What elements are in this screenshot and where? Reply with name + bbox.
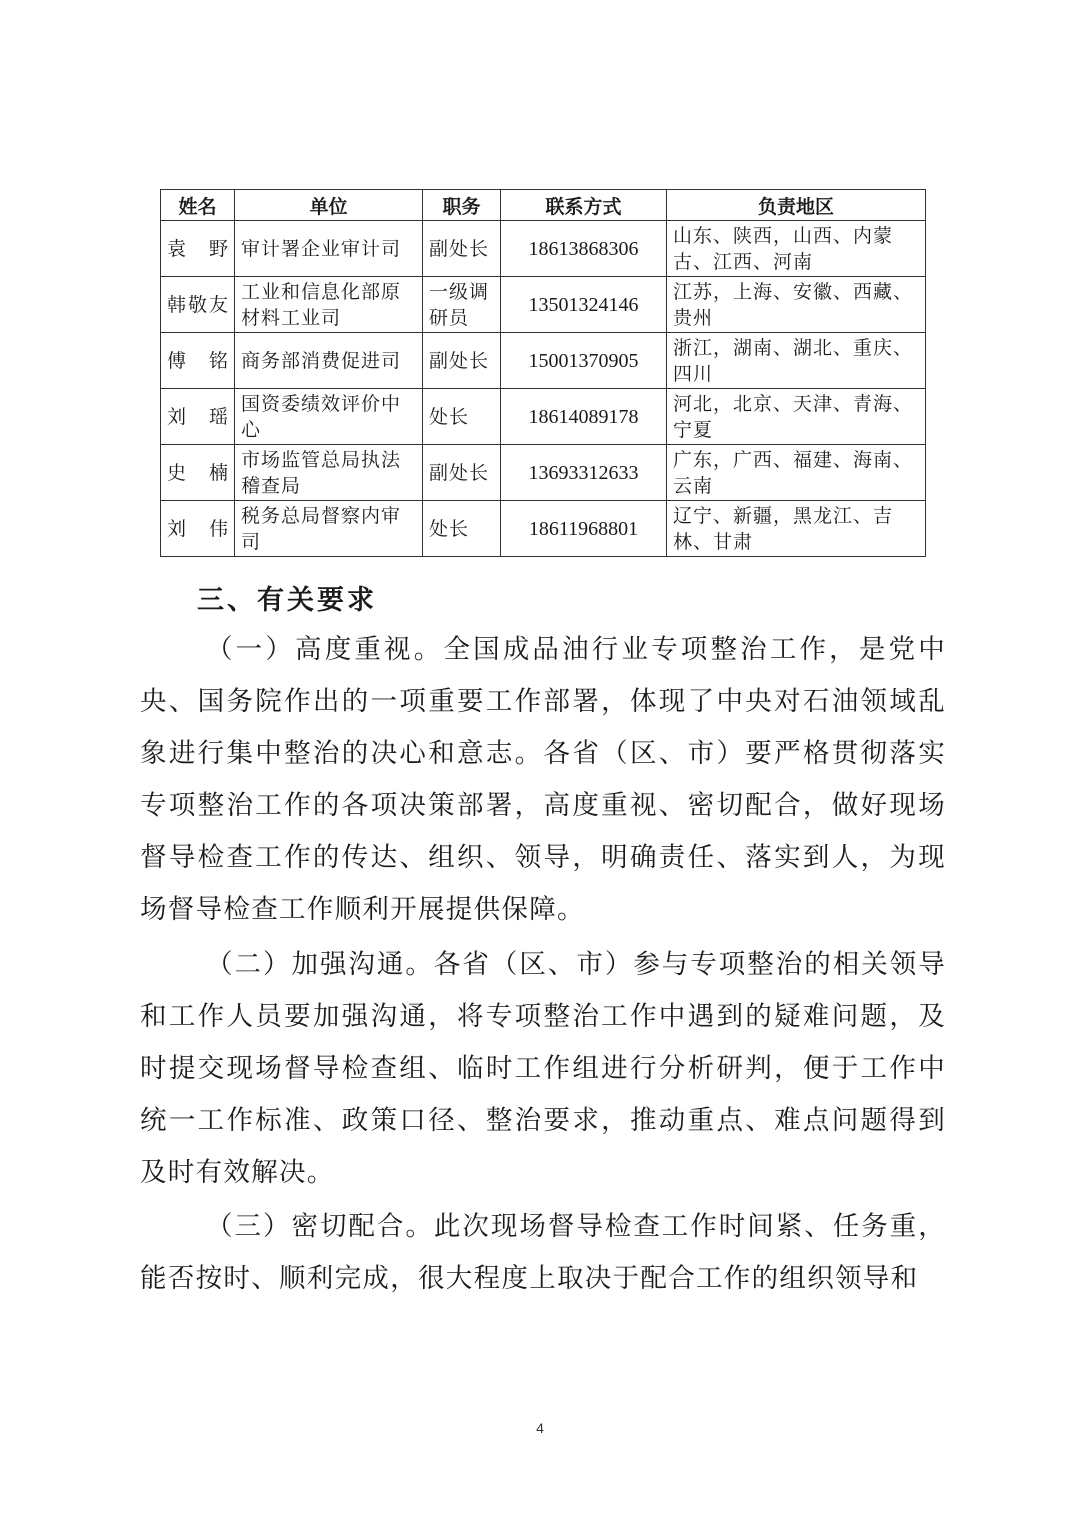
cell-unit: 税务总局督察内审司 <box>235 501 423 557</box>
cell-phone: 13693312633 <box>501 445 667 501</box>
cell-unit: 国资委绩效评价中心 <box>235 389 423 445</box>
cell-title: 副处长 <box>423 333 501 389</box>
cell-phone: 18613868306 <box>501 221 667 277</box>
cell-phone: 18614089178 <box>501 389 667 445</box>
section-heading: 三、有关要求 <box>197 585 377 616</box>
cell-region: 辽宁、新疆，黑龙江、吉林、甘肃 <box>667 501 926 557</box>
paragraph-text: 各省（区、市）参与专项整治的相关领导和工作人员要加强沟通，将专项整治工作中遇到的疑难问题，及时提交现场督导检查组、临时工作组进行分析研判，便于工作中统一工作标准、政策口径、整治要求，推动重点、难点问题得到及时有效解决。 <box>140 949 946 1188</box>
cell-title: 副处长 <box>423 221 501 277</box>
cell-unit: 市场监管总局执法稽查局 <box>235 445 423 501</box>
cell-unit: 商务部消费促进司 <box>235 333 423 389</box>
paragraph-lead: （二）加强沟通。 <box>206 949 434 980</box>
cell-title: 副处长 <box>423 445 501 501</box>
cell-phone: 15001370905 <box>501 333 667 389</box>
paragraph-1 <box>140 624 946 936</box>
paragraph-2 <box>140 939 946 1199</box>
cell-region: 江苏，上海、安徽、西藏、贵州 <box>667 277 926 333</box>
table-row <box>161 277 926 333</box>
paragraph-lead: （一）高度重视。 <box>206 634 444 665</box>
cell-region: 河北，北京、天津、青海、宁夏 <box>667 389 926 445</box>
cell-title: 一级调研员 <box>423 277 501 333</box>
header-name: 姓名 <box>161 190 235 221</box>
cell-name: 刘 瑶 <box>161 389 235 445</box>
contact-table <box>160 189 926 557</box>
cell-region: 山东、陕西，山西、内蒙古、江西、河南 <box>667 221 926 277</box>
table-row <box>161 501 926 557</box>
cell-phone: 13501324146 <box>501 277 667 333</box>
page-number: 4 <box>536 1420 544 1436</box>
table-header-row <box>161 190 926 221</box>
table-row <box>161 333 926 389</box>
table-row <box>161 221 926 277</box>
paragraph-3 <box>140 1201 946 1305</box>
cell-name: 韩敬友 <box>161 277 235 333</box>
cell-region: 浙江，湖南、湖北、重庆、四川 <box>667 333 926 389</box>
paragraph-lead: （三）密切配合。 <box>206 1211 434 1242</box>
cell-name: 袁 野 <box>161 221 235 277</box>
cell-phone: 18611968801 <box>501 501 667 557</box>
cell-unit: 审计署企业审计司 <box>235 221 423 277</box>
table-row <box>161 445 926 501</box>
table-row <box>161 389 926 445</box>
cell-title: 处长 <box>423 501 501 557</box>
header-region: 负责地区 <box>667 190 926 221</box>
cell-unit: 工业和信息化部原材料工业司 <box>235 277 423 333</box>
paragraph-text: 此次现场督导检查工作时间紧、任务重，能否按时、顺利完成，很大程度上取决于配合工作的组织领导和 <box>140 1211 946 1294</box>
paragraph-text: 全国成品油行业专项整治工作，是党中央、国务院作出的一项重要工作部署，体现了中央对石油领域乱象进行集中整治的决心和意志。各省（区、市）要严格贯彻落实专项整治工作的各项决策部署，高度重视、密切配合，做好现场督导检查工作的传达、组织、领导，明确责任、落实到人，为现场督导检查工作顺利开展提供保障。 <box>140 634 946 925</box>
header-unit: 单位 <box>235 190 423 221</box>
header-title: 职务 <box>423 190 501 221</box>
cell-name: 刘 伟 <box>161 501 235 557</box>
header-phone: 联系方式 <box>501 190 667 221</box>
cell-name: 史 楠 <box>161 445 235 501</box>
cell-region: 广东，广西、福建、海南、云南 <box>667 445 926 501</box>
cell-name: 傅 铭 <box>161 333 235 389</box>
cell-title: 处长 <box>423 389 501 445</box>
